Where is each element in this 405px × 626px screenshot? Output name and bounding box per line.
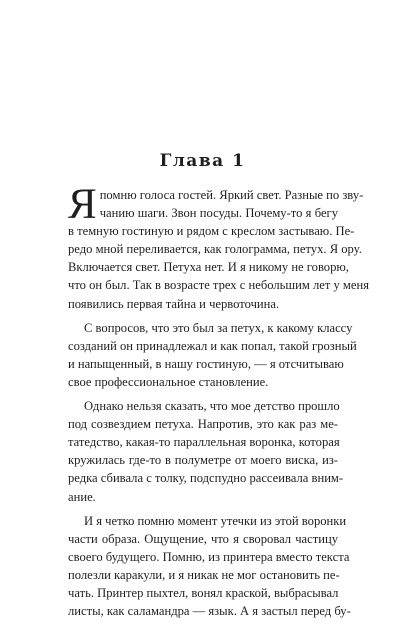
- text-line: помню голоса гостей. Яркий свет. Разные по зву-: [99, 188, 364, 202]
- text-line: листы, как саламандра — язык. А я застыл перед бу-: [68, 604, 351, 619]
- text-line: чанию шаги. Звон посуды. Почему-то я бегу: [99, 206, 338, 221]
- text-line: чать. Принтер пыхтел, вонял краской, выбрасывал: [68, 585, 339, 600]
- text-line: редка сбивала с толку, подспудно рассеивала вним-: [68, 471, 344, 486]
- text-line: созданий он принадлежал и как попал, такой грозный: [68, 338, 357, 353]
- text-line: полезли каракули, и я никак не мог остановить пе-: [68, 567, 340, 582]
- text-line: кружилась где-то в полуметре от моего виска, из-: [68, 453, 338, 468]
- text-line: И я четко помню момент утечки из этой воронки: [84, 513, 347, 528]
- text-line: свое профессиональное становление.: [68, 374, 269, 389]
- chapter-text: [68, 181, 370, 626]
- text-line: части образа. Ощущение, что я своровал частицу: [68, 531, 338, 546]
- text-line: что он был. Так в возрасте трех с небольшим лет у меня: [68, 278, 370, 293]
- drop-cap: Я: [68, 181, 97, 228]
- text-line: редо мной переливается, как голограмма, петух. Я ору.: [68, 242, 362, 257]
- text-line: Однако нельзя сказать, что мое детство прошло: [84, 399, 340, 414]
- paragraph-3: [68, 397, 344, 506]
- paragraph-4: [68, 512, 351, 621]
- text-line: своего будущего. Помню, из принтера вместо текста: [68, 549, 350, 564]
- text-line: Включается свет. Петуха нет. И я никому не говорю,: [68, 260, 349, 275]
- chapter-title: Глава 1: [159, 151, 246, 171]
- text-line: С вопросов, что это был за петух, к какому классу: [84, 320, 353, 335]
- paragraph-1: [68, 181, 370, 313]
- paragraph-2: [68, 319, 357, 391]
- text-line: татедство, какая-то параллельная воронка, которая: [68, 435, 340, 450]
- text-line: ание.: [68, 489, 96, 504]
- text-line: в темную гостиную и рядом с креслом застываю. Пе-: [68, 224, 355, 239]
- text-line: и напыщенный, в нашу гостиную, — я отсчитываю: [68, 356, 344, 371]
- text-line: под созвездием петуха. Напротив, это как раз ме-: [68, 417, 338, 432]
- text-line: появились первая тайна и червоточина.: [68, 296, 280, 311]
